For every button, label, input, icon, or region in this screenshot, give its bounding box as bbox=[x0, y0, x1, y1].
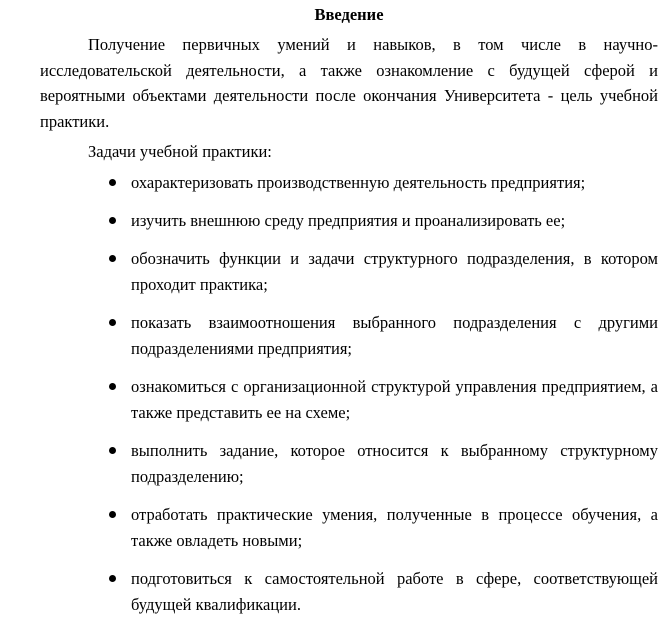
list-item bbox=[40, 170, 658, 196]
list-item-text: изучить внешнюю среду предприятия и проанализировать ее; bbox=[131, 210, 566, 230]
list-item-text: подготовиться к самостоятельной работе в сфере, соответствующей будущей квалификации. bbox=[131, 568, 658, 614]
bullet-icon bbox=[109, 179, 116, 186]
bullet-icon bbox=[109, 217, 116, 224]
tasks-list bbox=[40, 170, 658, 618]
document-title: Введение bbox=[314, 5, 384, 24]
list-item-text: отработать практические умения, полученные в процессе обучения, а также овладеть новыми; bbox=[131, 504, 658, 550]
bullet-icon bbox=[109, 383, 116, 390]
list-item-text: ознакомиться с организационной структурой управления предприятием, а также представить ее на схеме; bbox=[131, 376, 658, 422]
list-item-text: обозначить функции и задачи структурного подразделения, в котором проходит практика; bbox=[131, 248, 658, 294]
list-item-text: показать взаимоотношения выбранного подразделения с другими подразделениями предприятия; bbox=[131, 312, 658, 358]
list-item bbox=[40, 246, 658, 298]
list-item bbox=[40, 374, 658, 426]
intro-paragraph: Получение первичных умений и навыков, в том числе в научно-исследовательской деятельности, а также ознакомление с будущей сферой и вероятными объектами деятельности после окончания Университета - цель учебной практики. bbox=[40, 35, 658, 131]
list-item bbox=[40, 310, 658, 362]
bullet-icon bbox=[109, 511, 116, 518]
list-item bbox=[40, 208, 658, 234]
bullet-icon bbox=[109, 447, 116, 454]
bullet-icon bbox=[109, 575, 116, 582]
list-item bbox=[40, 438, 658, 490]
list-item bbox=[40, 502, 658, 554]
document-page bbox=[40, 0, 658, 630]
list-item bbox=[40, 566, 658, 618]
bullet-icon bbox=[109, 319, 116, 326]
bullet-icon bbox=[109, 255, 116, 262]
list-item-text: выполнить задание, которое относится к выбранному структурному подразделению; bbox=[131, 440, 658, 486]
tasks-heading: Задачи учебной практики: bbox=[88, 142, 272, 161]
list-item-text: охарактеризовать производственную деятельность предприятия; bbox=[131, 172, 586, 192]
